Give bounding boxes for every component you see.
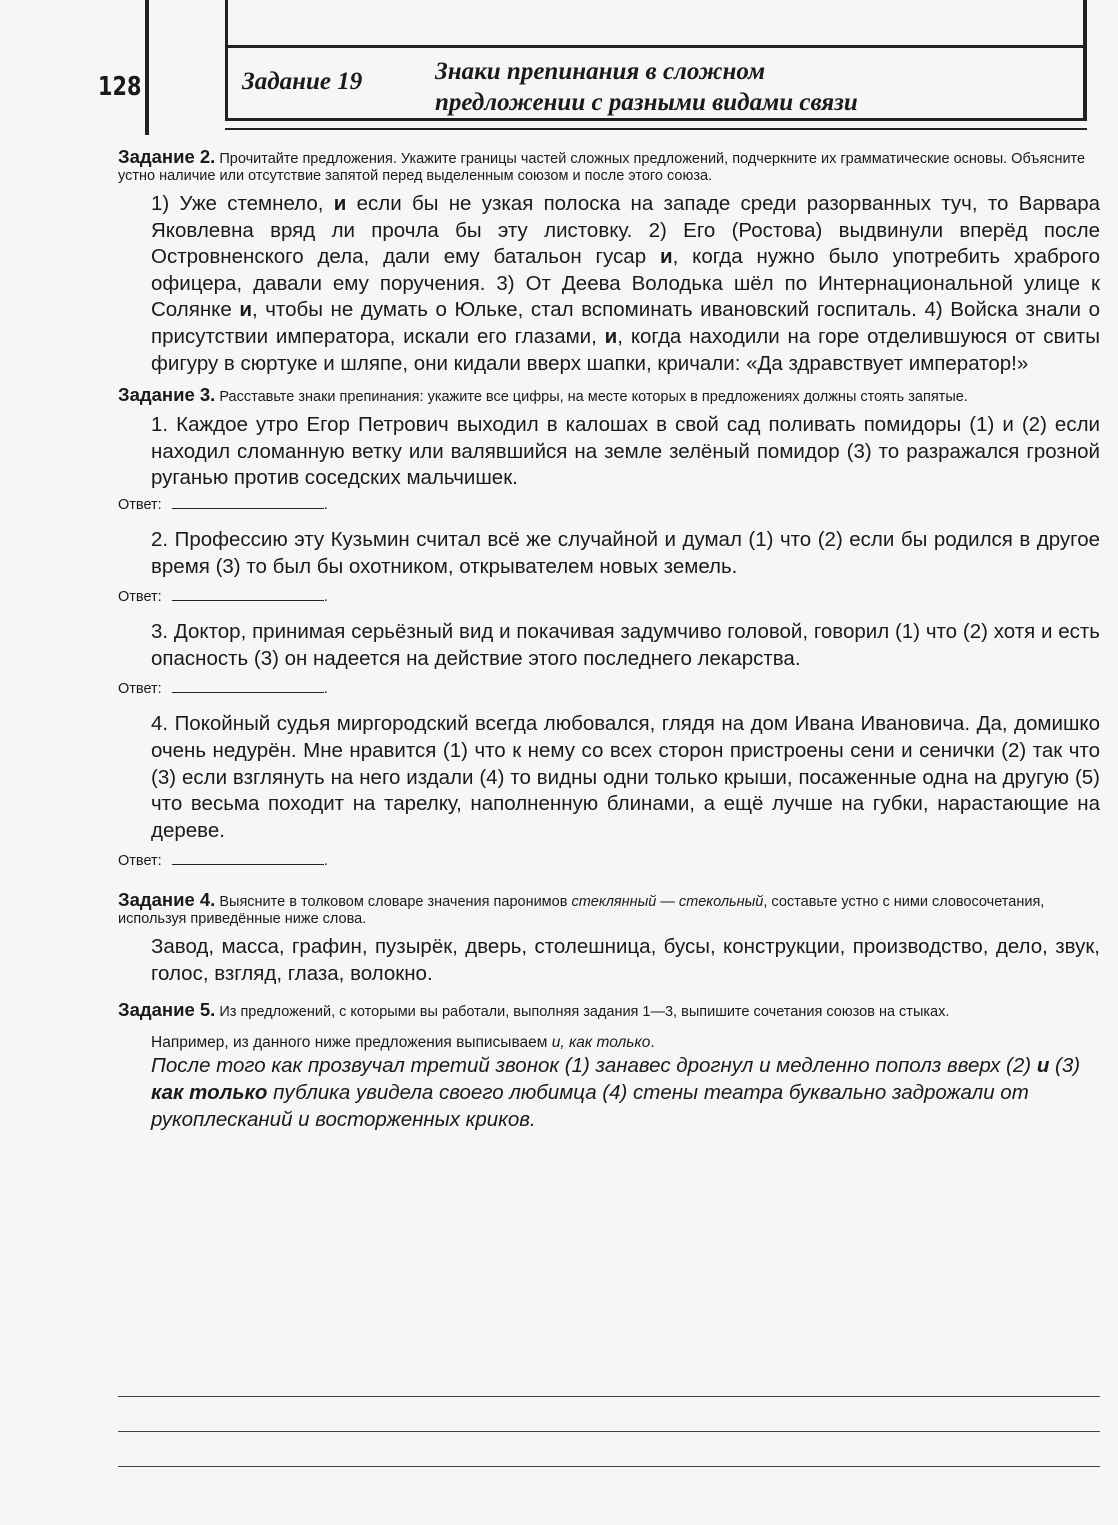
section-title-line-1: Знаки препинания в сложном: [435, 58, 766, 85]
task4-heading: Задание 4.: [118, 889, 216, 911]
answer-row: Ответ: .: [118, 681, 328, 698]
highlighted-conjunction: и: [239, 298, 252, 322]
task5-example-conjunctions: и, как только: [551, 1034, 651, 1052]
answer-row: Ответ: .: [118, 853, 328, 870]
answer-row: Ответ: .: [118, 589, 328, 606]
header-underline: [225, 128, 1087, 130]
task4-words: Завод, масса, графин, пузырёк, дверь, столешница, бусы, конструкции, производство, дело, звук, голос, взгляд, глаза, волокно.: [151, 935, 1100, 985]
text-segment: , когда нужно было употребить храброго офицера, давали ему поручения. 3) От Деева Володька шёл по Интернациональной улице к Солянке: [151, 245, 1100, 322]
task5-example-note: [151, 1033, 1100, 1053]
task4-paronyms: стеклянный — стекольный: [571, 894, 764, 911]
text-segment: , когда находили на горе отделившуюся от свиты фигуру в сюртуке и шляпе, они кидали вверх шапки, кричали: «Да здравствует император!»: [151, 324, 1100, 375]
text-segment: , чтобы не думать о Юльке, стал вспоминать ивановский госпиталь. 4) Войска знали о присутствии императора, искали его глазами,: [151, 298, 1101, 348]
writing-line-2[interactable]: [118, 1431, 1100, 1432]
task5-instruction-text: Из предложений, с которыми вы работали, выполняя задания 1—3, выпишите сочетания союзов на стыках.: [219, 1004, 950, 1021]
writing-line-3[interactable]: [118, 1466, 1100, 1467]
highlighted-conjunction: как только: [151, 1081, 268, 1105]
text-segment: (3): [1049, 1054, 1081, 1078]
header-rule-top: [225, 0, 228, 45]
highlighted-conjunction: и: [604, 324, 618, 348]
section-title: [435, 56, 858, 118]
answer-field[interactable]: [172, 588, 324, 601]
header-box: [225, 45, 1087, 121]
task4-instruction-end: , составьте устно с ними словосочетания, используя приведённые ниже слова.: [118, 894, 1045, 928]
text-segment: если бы не узкая полоска на западе среди разорванных туч, то Варвара Яковлевна вряд ли прочла бы эту листовку. 2) Его (Ростова) выдвинули вперёд после Островненского дела, дали ему батальон гусар: [151, 192, 1100, 269]
task4-instruction: [118, 891, 1100, 928]
answer-label: Ответ:: [118, 589, 162, 606]
highlighted-conjunction: и: [1036, 1054, 1050, 1078]
task3-instruction-text: Расставьте знаки препинания: укажите все цифры, на месте которых в предложениях должны стоять запятые.: [219, 389, 968, 406]
task3-heading: Задание 3.: [118, 384, 216, 406]
task3-instruction: [118, 386, 1100, 406]
answer-label: Ответ:: [118, 681, 162, 698]
task3-item-4: 4. Покойный судья миргородский всегда любовался, глядя на дом Ивана Ивановича. Да, домишко очень недурён. Мне нравится (1) что к нему со всех сторон пристроены сени и сенички (2) так что (3) если взглянуть на него издали (4) то видны одни только крыши, посаженные одна на другую (5) что весьма походит на тарелку, наполненную блинами, а ещё лучше на губки, нарастающие на дереве.: [151, 712, 1100, 842]
page-content: [118, 148, 1100, 1133]
task2-instruction-text: Прочитайте предложения. Укажите границы частей сложных предложений, подчеркните их грамматические основы. Объясните устно наличие или отсутствие запятой перед выделенным союзом и после этого союза.: [118, 151, 1086, 184]
text-segment: 1) Уже стемнело,: [151, 192, 334, 215]
task5-example-end: .: [650, 1034, 655, 1052]
task-number-label: Задание 19: [242, 68, 363, 95]
writing-line-1[interactable]: [118, 1396, 1100, 1397]
text-segment: После того как прозвучал третий звонок (1) занавес дрогнул и медленно пополз вверх (2): [151, 1054, 1037, 1078]
answer-row: Ответ: .: [118, 496, 328, 513]
highlighted-conjunction: и: [659, 245, 673, 269]
task4-instruction-text: Выясните в толковом словаре значения паронимов: [219, 894, 572, 911]
answer-label: Ответ:: [118, 496, 162, 513]
task2-heading: Задание 2.: [118, 146, 216, 167]
task2-sentences: [151, 191, 1100, 377]
answer-field[interactable]: [172, 680, 324, 693]
task5-heading: Задание 5.: [118, 999, 216, 1021]
task2-instruction: [118, 148, 1100, 185]
section-title-line-2: предложении с разными видами связи: [435, 89, 858, 116]
task5-example-text: Например, из данного ниже предложения выписываем: [151, 1034, 552, 1052]
highlighted-conjunction: и: [333, 192, 347, 215]
answer-field[interactable]: [172, 496, 324, 509]
page-number: 128: [98, 72, 142, 102]
task5-instruction: [118, 1001, 1100, 1021]
header-rule-right: [1083, 0, 1087, 45]
answer-field[interactable]: [172, 852, 324, 865]
task3-item-2: 2. Профессию эту Кузьмин считал всё же случайной и думал (1) что (2) если бы родился в другое время (3) то был бы охотником, открывателем новых земель.: [151, 527, 1100, 578]
task3-item-1: 1. Каждое утро Егор Петрович выходил в калошах в свой сад поливать помидоры (1) и (2) если находил сломанную ветку или валявшийся на земле зелёный помидор (3) то разражался грозной руганью против соседских мальчишек.: [151, 413, 1100, 490]
task5-example-sentence: [151, 1053, 1100, 1133]
text-segment: публика увидела своего любимца (4) стены театра буквально задрожали от рукоплесканий и восторженных криков.: [151, 1081, 1029, 1131]
margin-rule: [145, 0, 149, 135]
answer-label: Ответ:: [118, 853, 162, 870]
task3-item-3: 3. Доктор, принимая серьёзный вид и покачивая задумчиво головой, говорил (1) что (2) хотя и есть опасность (3) он надеется на действие этого последнего лекарства.: [151, 620, 1100, 670]
